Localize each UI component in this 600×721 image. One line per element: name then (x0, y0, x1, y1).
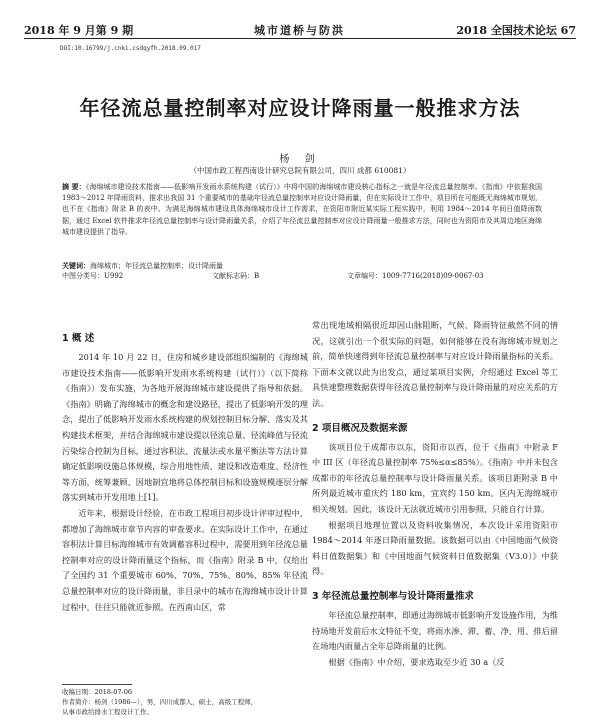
paragraph: 年径流总量控制率，即通过海绵城市低影响开发设施作用，为维持场地开发前后水文特征不变，将雨水渗、滞、蓄、净、用、排后留在场地内雨量占全年总降雨量的比例。 (312, 609, 558, 652)
abstract-text: 《海绵城市建设技术指南——低影响开发雨水系统构建（试行）》中将中国的海绵城市建设核心指标之一就是年径流总量控制率。《指南》中依据我国 1983～2012 年降雨资料，推求出我国 31 个重要城市的基础年径流总量控制率对应设计降雨量，但在实际设计工作中，项目所在可能既无海绵城市规划，也不在《指南》附录 B 的表中。为满足海绵城市建设具体海绵城市设计工作需求，在资阳市附近某实际工程实践中，利用 1984～2014 年间日值降雨数据，通过 Excel 软件推求年径流总量控制率与设计降雨量关系，介绍了年径流总量控制率对应设计降雨量一般推求方法，同时也为资阳市及其周边地区海绵城市建设提供了指导。 (62, 183, 543, 236)
paragraph: 根据项目地理位置以及资料收集情况，本次设计采用资阳市 1984～2014 年逐日降雨量数据。该数据可以由《中国地面气候资料日值数据集》和《中国地面气候资料日值数据集（V3.0）》中获得。 (312, 519, 558, 577)
doi: DOI:10.16799/j.cnki.csdqyfh.2018.09.017 (60, 45, 201, 52)
paragraph: 2014 年 10 月 22 日，住房和城乡建设部组织编制的《海绵城市建设技术指南——低影响开发雨水系统构建（试行）》（以下简称《指南》）发布实施，为各地开展海绵城市建设提供了指导和依据。《指南》明确了海绵城市的概念和建设路径，提出了低影响开发的理念，提出了低影响开发雨水系统构建的规划控制目标分解、落实及其构建技术框架，并结合海绵城市建设提以径流总量、径流峰值与径流污染综合控制为目标，通过容积法、流量法或水量平衡法等方法计算确定低影响设施总体规模，综合用地性质、建设和改造难度、经济性等方面，统筹兼顾、因地制宜地将总体控制目标和设施规模逐层分解落实到城市开发用地上[1]。 (62, 352, 308, 503)
paragraph: 根据《指南》中介绍，要求选取至少近 30 a（反 (328, 656, 505, 667)
forum-page-number: 2018 全国技术论坛 67 (456, 24, 576, 37)
section-1-heading: 1 概 述 (62, 333, 95, 344)
affiliation: （中国市政工程西南设计研究总院有限公司，四川 成都 610081） (189, 166, 411, 175)
abstract-label: 摘 要： (62, 182, 86, 191)
clc-number: 中图分类号：U992 (62, 272, 124, 280)
paper-title: 年径流总量控制率对应设计降雨量一般推求方法 (79, 96, 521, 120)
author: 杨 剑 (279, 154, 321, 165)
article-number: 文章编号：1009-7716(2018)09-0067-03 (347, 272, 484, 280)
classification-line (62, 271, 542, 282)
footnote-rule (62, 684, 132, 685)
left-column (62, 330, 308, 615)
abstract (62, 181, 542, 238)
author-bio-cont: 从事市政给排水工程设计工作。 (62, 708, 153, 716)
issue-info: 2018 年 9 月第 9 期 (24, 24, 134, 37)
author-bio: 作者简介：杨剑（1986—），男，四川成都人，硕士，高级工程师， (62, 698, 258, 706)
section-3-heading: 3 年径流总量控制率与设计降雨量推求 (312, 590, 474, 602)
paragraph: 常出现地域相隔很近却因山脉阻断，气候、降雨特征截然不同的情况，这就引出一个很实际的问题，如何能够在没有海绵城市规划之前，简单快速得到年径流总量控制率与对应设计降雨量指标的关系。下面本文就以此为出发点，通过某项目实例，介绍通过 Excel 等工具快速整理数据获得年径流总量控制率与设计降雨量的对应关系的方法。 (312, 320, 558, 408)
paragraph: 该项目位于成都市以东，资阳市以西，位于《指南》中附录 F 中 III 区（年径流总量控制率 75%≤α≤85%）。《指南》中并未包含成都市的年径流总量控制率与设计降雨量关系。该项目距附录 B 中所列最近城市重庆约 180 km，宜宾约 150 km。区内无海绵城市相关规划。因此，该设计无法就近城市引用参照，只能自行计算。 (312, 441, 558, 514)
journal-name: 城市道桥与防洪 (254, 24, 345, 37)
paragraph: 近年来，根据设计经验，在市政工程项目初步设计评审过程中，都增加了海绵城市章节内容的审查要求。在实际设计工作中，在通过容积法计算目标海绵城市有效调蓄容积过程中，需要用到年径流总量控制率对应的设计降雨量这个指标，而《指南》附录 B 中，仅给出了全国约 31 个重要城市 60%、70%、75%、80%、85% 年径流总量控制率对应的设计降雨量，非目录中的城市在海绵城市设计计算过程中，往往只能就近参照。在西南山区，常 (62, 507, 308, 612)
received-date: 收稿日期：2018-07-06 (62, 688, 132, 696)
right-column (312, 318, 558, 670)
footnote (62, 687, 308, 717)
keywords-label: 关键词： (62, 261, 90, 270)
section-2-heading: 2 项目概况及数据来源 (312, 422, 408, 434)
document-code: 文献标志码：B (212, 272, 260, 280)
header-rule (24, 38, 576, 39)
running-header (24, 22, 576, 38)
keywords-text: 海绵城市；年径流总量控制率；设计降雨量 (90, 262, 223, 270)
